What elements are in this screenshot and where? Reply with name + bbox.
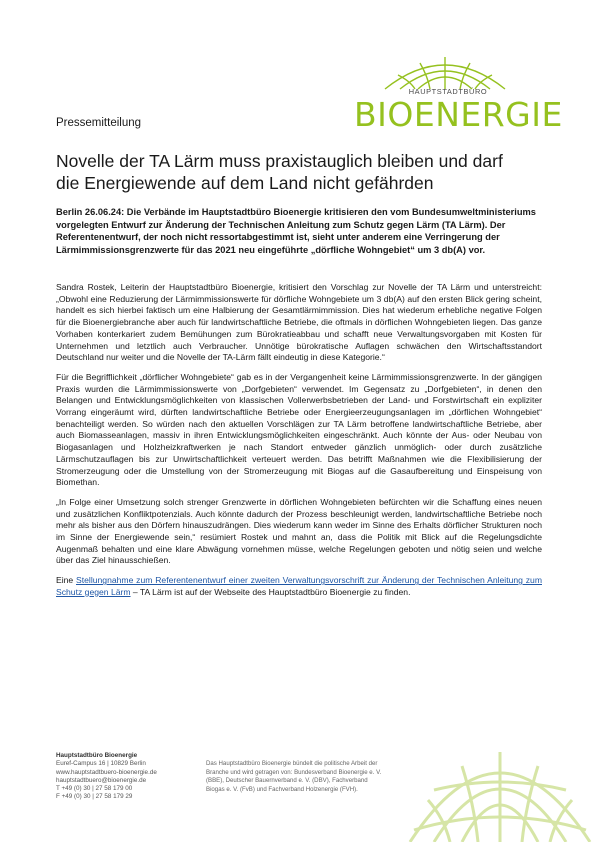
lead-paragraph: Berlin 26.06.24: Die Verbände im Hauptstadtbüro Bioenergie kritisieren den vom Bundesumweltministeriums vorgelegten Entwurf zur Änderung der Technischen Anleitung zum Schutz gegen Lärm (TA Lärm). Der Referentenentwurf, der noch nicht ressortabgestimmt ist, sieht unter anderem eine Verringerung der Lärmimmissionsgrenzwerte für das 2021 neu eingeführte „dörfliche Wohngebiet“ um 3 db(A) vor. bbox=[56, 207, 536, 255]
statement-link[interactable]: Stellungnahme zum Referentenentwurf einer zweiten Verwaltungsvorschrift zur Änderung der Technischen Anleitung zum Schutz gegen Lärm bbox=[56, 575, 542, 597]
footer-phone: T +49 (0) 30 | 27 58 179 00 bbox=[56, 785, 133, 793]
headline-line-1: Novelle der TA Lärm muss praxistauglich bleiben und darf bbox=[56, 151, 503, 171]
logo bbox=[352, 55, 563, 135]
document-type-label: Pressemitteilung bbox=[56, 117, 142, 129]
headline-line-2: die Energiewende auf dem Land nicht gefährden bbox=[56, 173, 434, 193]
logo-subtitle: HAUPTSTADTBÜRO bbox=[408, 87, 488, 96]
closing-paragraph bbox=[56, 575, 542, 598]
body-paragraph-3: „In Folge einer Umsetzung solch strenger Grenzwerte in dörflichen Wohngebieten befürchten wir die Schaffung eines neuen und zusätzlichen Konfliktpotenzials. Auch könnte dadurch der Prozess beschleunigt werden, landwirtschaftliche Betriebe noch mehr als bisher aus den Dörfern hinauszudrängen. Dies wiederum kann weder im Sinne des Erhalts dörflicher Strukturen noch im Sinne der Energiewende sein,“ resümiert Rostek und mahnt an, dass die Politik mit Blick auf die Regelungsdichte Augenmaß behalten und eine klare Abwägung vornehmen müsse, welche Regelungen geboten und nötig seien und welche über das Ziel hinausschießen. bbox=[56, 496, 542, 566]
footer-title: Hauptstadtbüro Bioenergie bbox=[56, 752, 138, 759]
footer-contact bbox=[56, 752, 157, 802]
headline bbox=[56, 150, 556, 194]
footer-email[interactable]: hauptstadtbuero@bioenergie.de bbox=[56, 776, 147, 784]
logo-name: BIOENERGIE bbox=[354, 95, 563, 134]
body-paragraph-1: Sandra Rostek, Leiterin der Hauptstadtbüro Bioenergie, kritisiert den Vorschlag zur Novelle der TA Lärm und unterstreicht: „Obwohl eine Reduzierung der Lärmimmissionswerte für dörfliche Wohngebiete um 3 db(A) auf den ersten Blick gering scheint, handelt es sich hierbei faktisch um eine Halbierung der Gesamtlärmimmission. Dies hat wiederum erhebliche negative Folgen für die Bioenergiebranche aber auch für landwirtschaftliche Betriebe, die oftmals in dörflichen Wohngebieten liegen. Das ganze Vorhaben konterkariert zudem Bemühungen zum Bürokratieabbau und schafft neue Verwaltungsvorgaben mit Kosten für Unternehmen und letztlich auch Verbraucher. Unnötige bürokratische Auflagen schwächen den Wirtschaftsstandort Deutschland nur weiter und die Novelle der TA-Lärm fällt eindeutig in diese Kategorie.“ bbox=[56, 282, 542, 363]
body-text bbox=[56, 282, 542, 607]
footer-fax: F +49 (0) 30 | 27 58 179 29 bbox=[56, 793, 133, 801]
closing-suffix: – TA Lärm ist auf der Webseite des Hauptstadtbüro Bioenergie zu finden. bbox=[130, 586, 411, 597]
body-paragraph-2: Für die Begrifflichkeit „dörflicher Wohngebiete“ gab es in der Vergangenheit keine Lärmimmissionsgrenzwerte. In der gängigen Praxis wurden die Lärmimmissionswerte von „Dorfgebieten“ verwendet. Im Gegensatz zu „Dorfgebieten“, in denen den Belangen und Entwicklungsmöglichkeiten von klassischen Vollerwerbsbetrieben der Land- und Forstwirtschaft ein expliziter Vorrang eingeräumt wird, dürften landwirtschaftliche Betriebe oder Energieerzeugungsanlagen im „dörflichen Wohngebiet“ benachteiligt werden. So würden nach den aktuellen Vorschlägen zur TA Lärm betroffene landwirtschaftliche Betriebe, aber auch Biomasseanlagen, massiv in ihren Entwicklungsmöglichkeiten eingeschränkt. Auch könnte der Aus- oder Neubau von Biogasanlagen und Holzheizkraftwerken je nach Standort entweder gänzlich unmöglich- oder durch zusätzliche Lärmschutzauflagen bis zur Unwirtschaftlichkeit verteuert werden. Das betrifft Maßnahmen wie die Flexibilisierung der Stromerzeugung oder die Umstellung von der Stromerzeugung mit Biogas auf die Gasaufbereitung und Einspeisung von Biomethan. bbox=[56, 371, 542, 488]
footer-about: Das Hauptstadtbüro Bioenergie bündelt die politische Arbeit der Branche und wird getragen von: Bundesverband Bioenergie e. V. (BBE), Deutscher Bauernverband e. V. (DBV), Fachverband Biogas e. V. (FvB) und Fachverband Holzenergie (FVH). bbox=[206, 760, 382, 793]
footer-web[interactable]: www.hauptstadtbuero-bioenergie.de bbox=[56, 768, 157, 776]
dome-logo-icon bbox=[380, 55, 510, 91]
footer-dome-icon bbox=[404, 744, 595, 842]
footer-address: Euref-Campus 16 | 10829 Berlin bbox=[56, 760, 146, 768]
closing-prefix: Eine bbox=[56, 575, 77, 586]
